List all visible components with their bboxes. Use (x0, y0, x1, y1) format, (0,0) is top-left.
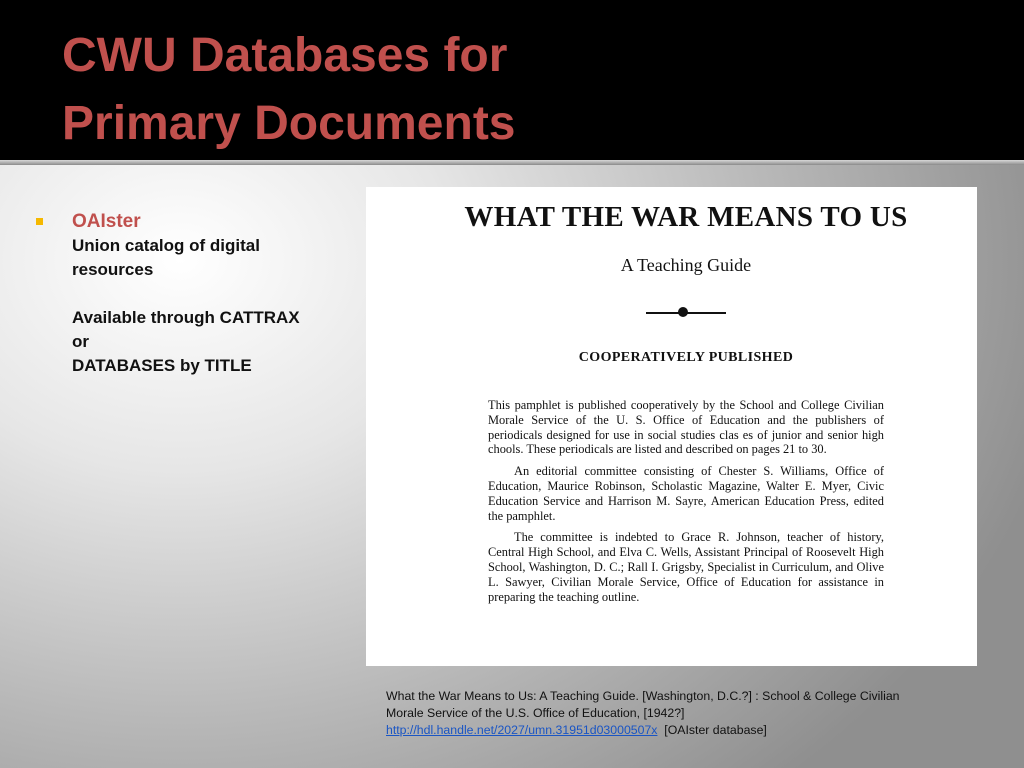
doc-paragraph-1: This pamphlet is published cooperatively by the School and College Civilian Morale Service of the U. S. Office of Education and the publishers of periodicals designed for use in social studies clas es of junior and senior high chools. These periodicals are listed and described on pages 21 to 30. (488, 398, 884, 457)
bullet-list (36, 210, 336, 378)
bullet-avail-line-3: DATABASES by TITLE (72, 356, 252, 375)
document-scan-image (366, 187, 977, 666)
bullet-item (72, 210, 336, 378)
bullet-avail-line-1: Available through CATTRAX (72, 308, 300, 327)
title-bar (0, 0, 1024, 160)
doc-heading: COOPERATIVELY PUBLISHED (578, 350, 794, 365)
bullet-square-icon (36, 218, 43, 225)
caption-suffix: [OAIster database] (664, 723, 767, 737)
doc-body (488, 398, 884, 611)
doc-subtitle: A Teaching Guide (620, 255, 752, 275)
slide-title-line-2: Primary Documents (62, 97, 516, 150)
bullet-desc-line-2: resources (72, 260, 154, 279)
caption-line-2: Morale Service of the U.S. Office of Education, [1942?] (386, 706, 685, 720)
caption-line-1: What the War Means to Us: A Teaching Guide. [Washington, D.C.?] : School & College Civilian (386, 689, 900, 703)
bullet-avail-line-2: or (72, 332, 89, 351)
doc-paragraph-2: An editorial committee consisting of Chester S. Williams, Office of Education, Maurice Robinson, Scholastic Magazine, Walter E. Myer, Civic Education Service and Harrison M. Sayre, American Education Press, edited the pamphlet. (488, 464, 884, 523)
oaister-heading: OAIster (72, 211, 141, 232)
doc-title: WHAT THE WAR MEANS TO US (464, 201, 908, 233)
doc-paragraph-3: The committee is indebted to Grace R. Johnson, teacher of history, Central High School, and Elva C. Wells, Assistant Principal of Roosevelt High School, Washington, D. C.; Rall I. Grigsby, Specialist in Curriculum, and Olive L. Sawyer, Civilian Morale Service, Office of Education for assistance in preparing the teaching outline. (488, 530, 884, 604)
caption-line-3 (386, 722, 986, 739)
slide-title-line-1: CWU Databases for (62, 29, 508, 82)
bullet-desc-line-1: Union catalog of digital (72, 236, 260, 255)
title-divider (0, 160, 1024, 165)
image-caption (386, 688, 986, 739)
slide-title (62, 22, 516, 158)
ornament-dot-icon (678, 307, 688, 317)
handle-link[interactable]: http://hdl.handle.net/2027/umn.31951d03000507x (386, 723, 658, 737)
